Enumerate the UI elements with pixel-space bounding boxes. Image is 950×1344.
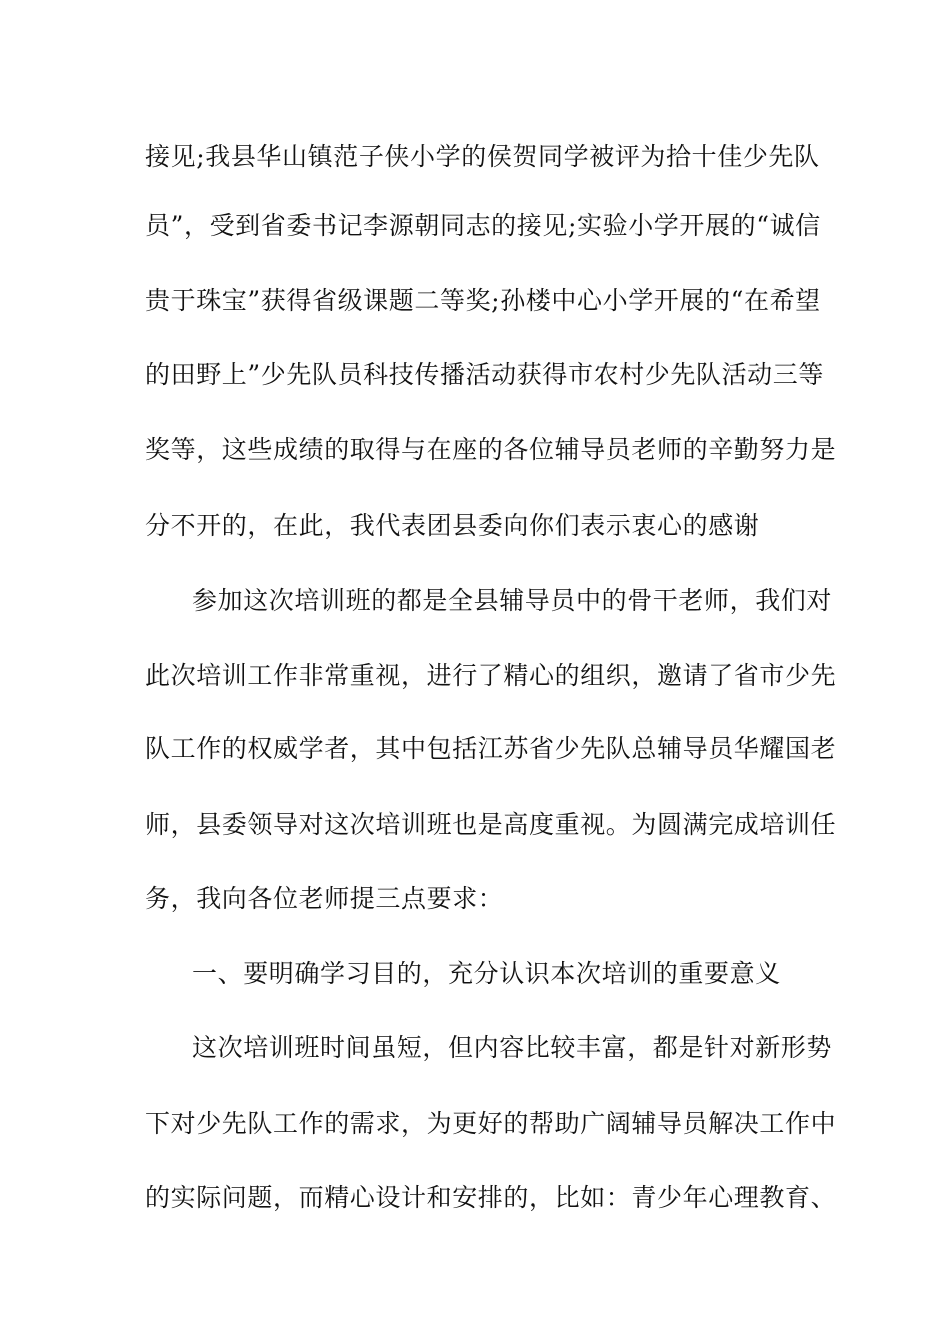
paragraph-first-line: 这次培训班时间虽短，但内容比较丰富，都是针对新形势 [192,1033,833,1062]
text-line: 务，我向各位老师提三点要求： [145,884,504,913]
text-line: 队工作的权威学者，其中包括江苏省少先队总辅导员华耀国老 [145,734,837,763]
section-heading: 一、要明确学习目的，充分认识本次培训的重要意义 [192,959,781,988]
text-line: 奖等，这些成绩的取得与在座的各位辅导员老师的辛勤努力是 [145,435,837,464]
text-line: 师，县委领导对这次培训班也是高度重视。为圆满完成培训任 [145,810,837,839]
text-line: 贵于珠宝”获得省级课题二等奖;孙楼中心小学开展的“在希望 [145,286,821,315]
text-line: 下对少先队工作的需求，为更好的帮助广阔辅导员解决工作中 [145,1109,837,1138]
text-line: 员”，受到省委书记李源朝同志的接见;实验小学开展的“诚信 [145,211,821,240]
paragraph-first-line: 参加这次培训班的都是全县辅导员中的骨干老师，我们对 [192,586,833,615]
text-line: 的实际问题，而精心设计和安排的，比如：青少年心理教育、 [145,1183,837,1212]
text-line: 此次培训工作非常重视，进行了精心的组织，邀请了省市少先 [145,661,837,690]
text-line: 分不开的，在此，我代表团县委向你们表示衷心的感谢 [145,511,760,540]
text-line: 接见;我县华山镇范子侠小学的侯贺同学被评为拾十佳少先队 [145,142,820,171]
text-line: 的田野上”少先队员科技传播活动获得市农村少先队活动三等 [145,360,824,389]
